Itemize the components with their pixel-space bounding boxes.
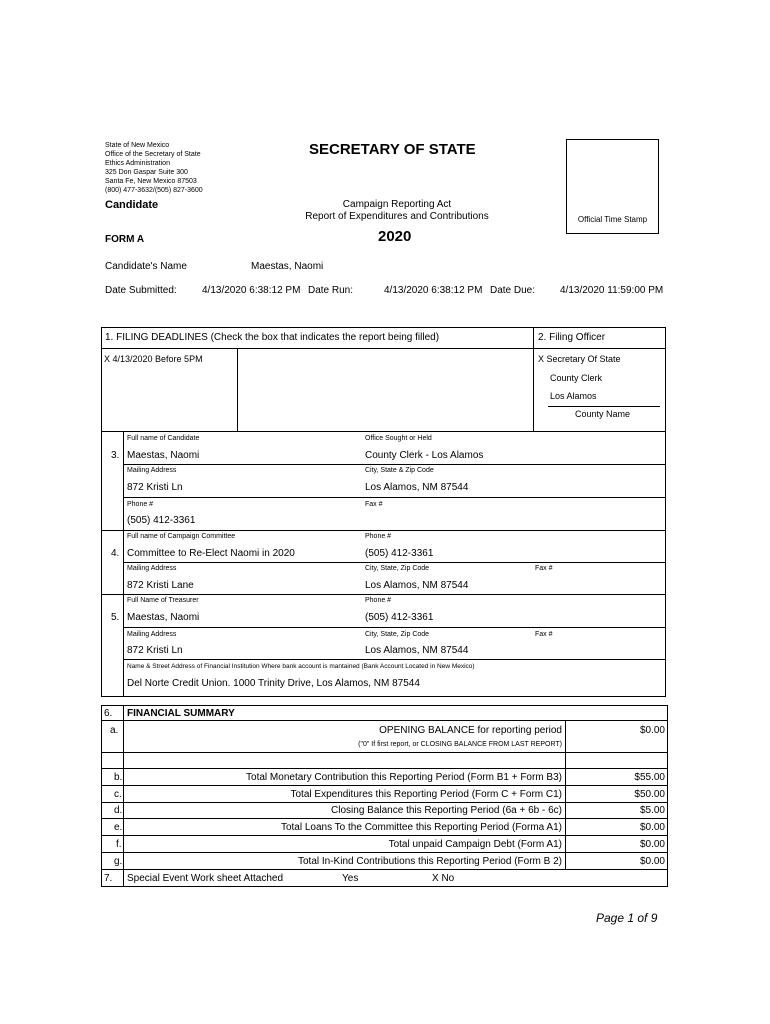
row-letter: g.: [114, 856, 123, 867]
date-run-label: Date Run:: [308, 285, 354, 296]
field-label: Office Sought or Held: [365, 435, 432, 442]
official-time-stamp-box: [566, 139, 659, 234]
filing-officer-title: 2. Filing Officer: [538, 332, 606, 343]
field-label: Full name of Candidate: [127, 435, 200, 442]
committee-phone: (505) 412-3361: [365, 548, 434, 559]
filing-box-vdivider: [533, 327, 534, 432]
grid-line: [101, 530, 666, 531]
summary-row-label: Total Monetary Contribution this Reporting Period (Form B1 + Form B3): [246, 772, 562, 783]
candidate-label: Candidate: [105, 199, 159, 211]
filing-box-divider: [101, 348, 666, 349]
candidate-city: Los Alamos, NM 87544: [365, 482, 469, 493]
row-letter: f.: [116, 839, 122, 850]
field-label: Phone #: [365, 597, 392, 604]
field-label: City, State, Zip Code: [365, 631, 430, 638]
date-due-label: Date Due:: [490, 285, 536, 296]
address-line: Office of the Secretary of State: [105, 151, 201, 158]
fs-letter-column-line: [123, 705, 124, 887]
summary-row-label: Closing Balance this Reporting Period (6a + 6b - 6c): [331, 805, 562, 816]
section-number: 6.: [104, 708, 113, 719]
field-label: Full name of Campaign Committee: [127, 533, 236, 540]
summary-row-value: $50.00: [634, 789, 665, 800]
date-due-value: 4/13/2020 11:59:00 PM: [560, 285, 664, 296]
candidate-full-name: Maestas, Naomi: [127, 450, 200, 461]
field-label: City, State, Zip Code: [365, 565, 430, 572]
date-run-value: 4/13/2020 6:38:12 PM: [384, 285, 483, 296]
summary-row-value: $0.00: [639, 856, 665, 867]
filing-box-vdivider-left: [237, 348, 238, 432]
address-line: Ethics Administration: [105, 160, 170, 167]
address-line: Santa Fe, New Mexico 87503: [105, 178, 197, 185]
field-label: Mailing Address: [127, 467, 177, 474]
treasurer-name: Maestas, Naomi: [127, 612, 200, 623]
filing-deadline-checked[interactable]: X 4/13/2020 Before 5PM: [104, 354, 203, 364]
fs-line: [101, 768, 668, 769]
opening-balance-value: $0.00: [639, 725, 665, 736]
county-name-label: County Name: [575, 409, 631, 419]
field-label: Fax #: [535, 631, 553, 638]
field-label: City, State & Zip Code: [365, 467, 434, 474]
act-title: Campaign Reporting Act: [342, 199, 452, 210]
candidate-name-value: Maestas, Naomi: [251, 261, 324, 272]
grid-line: [101, 594, 666, 595]
page-title: SECRETARY OF STATE: [309, 141, 476, 158]
candidate-name-label: Candidate's Name: [105, 261, 187, 272]
filing-deadlines-title: 1. FILING DEADLINES (Check the box that indicates the report being filled): [105, 332, 440, 343]
committee-name: Committee to Re-Elect Naomi in 2020: [127, 548, 295, 559]
grid-number-column-line: [123, 432, 124, 697]
field-label: Fax #: [535, 565, 553, 572]
treasurer-mailing-address: 872 Kristi Ln: [127, 645, 183, 656]
summary-row-value: $55.00: [634, 772, 665, 783]
section-number: 7.: [104, 873, 113, 884]
date-submitted-label: Date Submitted:: [105, 285, 177, 296]
section-number: 5.: [111, 612, 120, 623]
field-label: Name & Street Address of Financial Institution Where bank account is mantained (Bank Account Located in New Mexico): [127, 663, 475, 670]
candidate-phone: (505) 412-3361: [127, 515, 196, 526]
summary-row-value: $0.00: [639, 822, 665, 833]
stamp-label: Official Time Stamp: [577, 215, 648, 224]
grid-line: [123, 497, 666, 498]
address-line: State of New Mexico: [105, 142, 170, 149]
row-letter: e.: [114, 822, 123, 833]
row-letter: b.: [114, 772, 123, 783]
fs-value-column-line: [565, 720, 566, 870]
county-value: Los Alamos: [550, 391, 597, 401]
field-label: Phone #: [127, 501, 154, 508]
fs-line: [101, 720, 668, 721]
summary-row-value: $0.00: [639, 839, 665, 850]
page-number: Page 1 of 9: [596, 911, 658, 925]
financial-summary-title: FINANCIAL SUMMARY: [127, 708, 235, 719]
grid-line: [123, 464, 666, 465]
summary-row-label: Total Expenditures this Reporting Period (Form C + Form C1): [290, 789, 562, 800]
committee-city: Los Alamos, NM 87544: [365, 580, 469, 591]
fs-line: [101, 802, 668, 803]
special-event-yes[interactable]: Yes: [342, 873, 359, 884]
grid-line: [123, 659, 666, 660]
grid-line: [123, 627, 666, 628]
fs-line: [101, 835, 668, 836]
fs-line: [101, 869, 668, 870]
fs-line: [101, 785, 668, 786]
filing-officer-sos[interactable]: X Secretary Of State: [538, 354, 621, 364]
summary-row-label: Total unpaid Campaign Debt (Form A1): [388, 839, 562, 850]
bank-name-address: Del Norte Credit Union. 1000 Trinity Drive, Los Alamos, NM 87544: [127, 678, 420, 689]
filing-officer-county-clerk[interactable]: County Clerk: [550, 373, 603, 383]
treasurer-phone: (505) 412-3361: [365, 612, 434, 623]
candidate-mailing-address: 872 Kristi Ln: [127, 482, 183, 493]
office-sought: County Clerk - Los Alamos: [365, 450, 484, 461]
treasurer-city: Los Alamos, NM 87544: [365, 645, 469, 656]
field-label: Fax #: [365, 501, 383, 508]
row-letter: a.: [110, 725, 119, 736]
section-number: 3.: [111, 450, 120, 461]
summary-row-label: Total Loans To the Committee this Reporting Period (Forma A1): [280, 822, 562, 833]
report-title: Report of Expenditures and Contributions: [305, 211, 489, 222]
summary-row-label: Total In-Kind Contributions this Reporting Period (Form B 2): [297, 856, 562, 867]
address-line: (800) 477-3632/(505) 827-3600: [105, 187, 203, 194]
address-line: 325 Don Gaspar Suite 300: [105, 169, 188, 176]
field-label: Mailing Address: [127, 565, 177, 572]
county-underline: [548, 406, 660, 407]
form-label: FORM A: [105, 234, 145, 245]
summary-row-value: $5.00: [639, 805, 665, 816]
fs-line: [101, 852, 668, 853]
opening-balance-note: ("0" If first report, or CLOSING BALANCE FROM LAST REPORT): [358, 741, 562, 748]
fs-line: [101, 752, 668, 753]
date-submitted-value: 4/13/2020 6:38:12 PM: [202, 285, 301, 296]
fs-line: [101, 818, 668, 819]
opening-balance-label: OPENING BALANCE for reporting period: [379, 725, 562, 736]
field-label: Mailing Address: [127, 631, 177, 638]
row-letter: c.: [114, 789, 122, 800]
field-label: Full Name of Treasurer: [127, 597, 199, 604]
section-number: 4.: [111, 548, 120, 559]
committee-mailing-address: 872 Kristi Lane: [127, 580, 194, 591]
special-event-label: Special Event Work sheet Attached: [127, 873, 284, 884]
special-event-no-checked[interactable]: X No: [432, 873, 455, 884]
row-letter: d.: [114, 805, 123, 816]
report-year: 2020: [378, 228, 412, 245]
field-label: Phone #: [365, 533, 392, 540]
grid-line: [123, 562, 666, 563]
